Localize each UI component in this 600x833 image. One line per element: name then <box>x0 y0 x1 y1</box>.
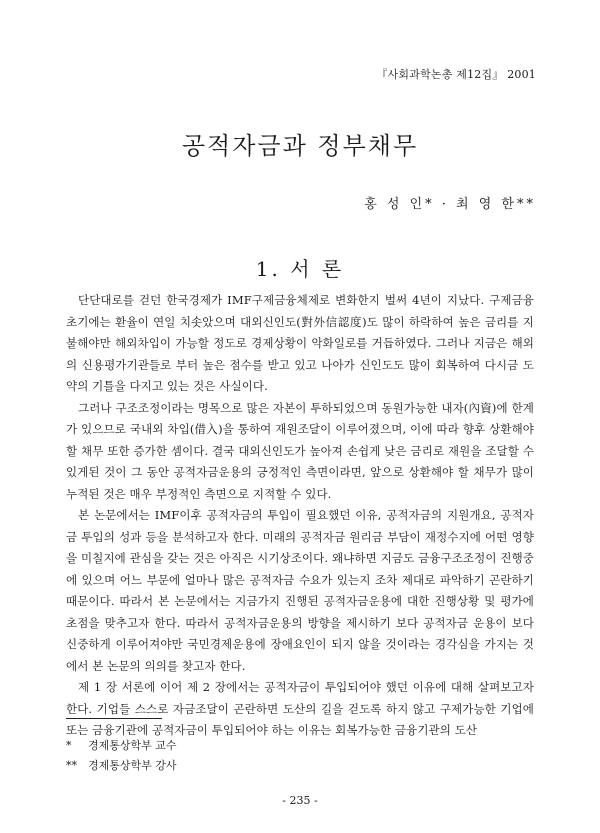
footnote-divider <box>66 718 162 719</box>
footnote-mark: ** <box>66 759 77 772</box>
footnote <box>66 756 177 776</box>
paragraph: 본 논문에서는 IMF이후 공적자금의 투입이 필요했던 이유, 공적자금의 지원개요, 공적자금 투입의 성과 등을 분석하고자 한다. 미래의 공적자금 원리금 부담이 재정수지에 어떤 영향을 미칠지에 관심을 갖는 것은 아직은 시기상조이다. 왜냐하면 지금도 금융구조조정이 진행중에 있으며 어느 부문에 얼마나 많은 공적자금 수요가 있는지 조차 제대로 파악하기 곤란하기 때문이다. 따라서 본 논문에서는 지금가지 진행된 공적자금운용에 대한 진행상황 및 평가에 초점을 맞추고자 한다. 따라서 공적자금운용의 방향을 제시하기 보다 공적자금 운용이 보다 신중하게 이루어져야만 국민경제운용에 장애요인이 되지 않을 것이라는 경각심을 가지는 것에서 본 논문의 의의를 찾고자 한다. <box>66 508 534 673</box>
paragraph: 단단대로를 걷던 한국경제가 IMF구제금융체제로 변화한지 벌써 4년이 지났다. 구제금융 초기에는 환율이 연일 치솟았으며 대외신인도(對外信認度)도 많이 하락하여 높은 금리를 지불해야만 해외차입이 가능할 정도로 경제상황이 악화일로를 거듭하였다. 그러나 지금은 해외의 신용평가기관들로 부터 높은 점수를 받고 있고 나아가 신인도도 많이 회복하여 다시금 도약의 기틀을 다지고 있는 것은 사실이다. <box>66 293 534 393</box>
author-line: 홍 성 인* · 최 영 한** <box>364 197 536 212</box>
paragraph: 제 1 장 서론에 이어 제 2 장에서는 공적자금이 투입되어야 했던 이유에 대해 살펴보고자 한다. 기업들 스스로 자금조달이 곤란하면 도산의 길을 걷도록 하지 않고 구제가능한 기업에 또는 금융기관에 공적자금이 투입되어야 하는 이유는 회복가능한 금융기관의 도산 <box>66 680 534 737</box>
paragraph: 그러나 구조조정이라는 명목으로 많은 자본이 투하되었으며 동원가능한 내자(內資)에 한계가 있으므로 국내외 차입(借入)을 통하여 재원조달이 이루어졌으며, 이에 따라 향후 상환해야할 채무 또한 증가한 셈이다. 결국 대외신인도가 높아져 손쉽게 낮은 금리로 재원을 조달할 수 있게된 것이 그 동안 공적자금운용의 긍정적인 측면이라면, 앞으로 상환해야 할 채무가 많이 누적된 것은 매우 부정적인 측면으로 지적할 수 있다. <box>66 400 534 501</box>
paper-title: 공적자금과 정부채무 <box>181 132 419 160</box>
page-number: - 235 - <box>282 794 318 807</box>
body-text <box>66 290 534 742</box>
footnote-text: 경제통상학부 강사 <box>88 759 177 772</box>
footnote-text: 경제통상학부 교수 <box>88 739 177 752</box>
journal-header: 『사회과학논총 제12집』 2001 <box>376 68 536 81</box>
footnote <box>66 736 177 756</box>
footnote-mark: * <box>66 739 72 752</box>
section-heading: 1. 서 론 <box>255 257 345 281</box>
footnotes <box>66 736 177 776</box>
